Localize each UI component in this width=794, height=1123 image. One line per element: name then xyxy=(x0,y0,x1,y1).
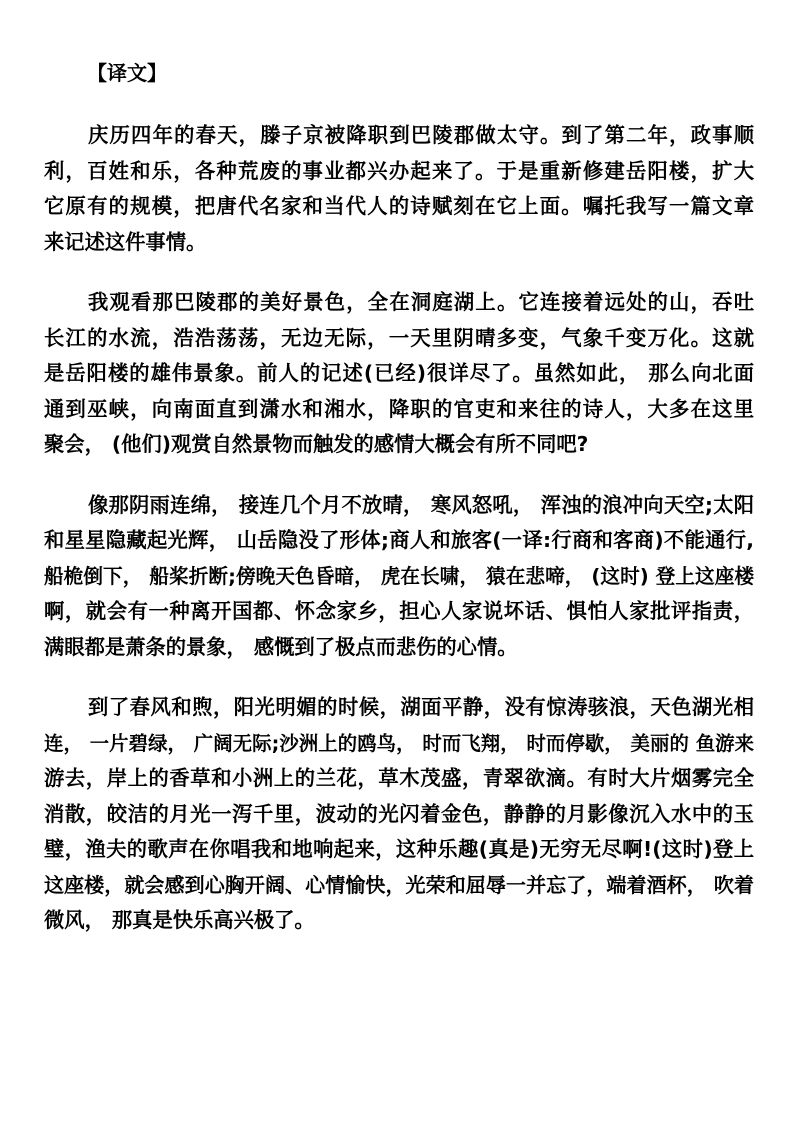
paragraph-3 xyxy=(44,488,754,666)
text-line: 游去，岸上的香草和小洲上的兰花，草木茂盛，青翠欲滴。有时大片烟雾完全 xyxy=(44,766,754,790)
text-line: 来记述这件事情。 xyxy=(44,229,207,254)
paragraph-1 xyxy=(44,118,754,260)
section-heading: 【译文】 xyxy=(87,61,167,85)
text-line: 消散，皎洁的月光一泻千里，波动的光闪着金色，静静的月影像沉入水中的玉 xyxy=(44,801,754,826)
text-line: 它原有的规模，把唐代名家和当代人的诗赋刻在它上面。嘱托我写一篇文章 xyxy=(44,194,754,218)
text-line: 庆历四年的春天，滕子京被降职到巴陵郡做太守。到了第二年，政事顺 xyxy=(88,123,754,147)
text-line: 像那阴雨连绵， 接连几个月不放晴， 寒风怒吼， 浑浊的浪冲向天空;太阳 xyxy=(88,492,754,517)
text-line: 满眼都是萧条的景象， 感慨到了极点而悲伤的心情。 xyxy=(44,634,518,659)
text-line: 是岳阳楼的雄伟景象。前人的记述(已经)很详尽了。虽然如此， 那么向北面 xyxy=(44,361,754,385)
text-line: 微风， 那真是快乐高兴极了。 xyxy=(44,908,315,932)
text-line: 连， 一片碧绿， 广阔无际;沙洲上的鸥鸟， 时而飞翔， 时而停歇， 美丽的 鱼游来 xyxy=(44,731,754,755)
text-line: 船桅倒下， 船桨折断;傍晚天色昏暗， 虎在长啸， 猿在悲啼， (这时) 登上这座楼 xyxy=(44,564,754,588)
paragraph-4 xyxy=(44,690,754,939)
text-line: 通到巫峡，向南面直到潇水和湘水，降职的官吏和来往的诗人，大多在这里 xyxy=(44,396,754,421)
text-line: 聚会， (他们)观赏自然景物而触发的感情大概会有所不同吧? xyxy=(44,432,589,456)
text-line: 啊，就会有一种离开国都、怀念家乡，担心人家说坏话、惧怕人家批评指责， xyxy=(44,599,754,623)
text-line: 到了春风和煦，阳光明媚的时候，湖面平静，没有惊涛骇浪，天色湖光相 xyxy=(88,695,754,719)
paragraph-2 xyxy=(44,285,754,463)
text-line: 我观看那巴陵郡的美好景色，全在洞庭湖上。它连接着远处的山，吞吐 xyxy=(88,290,754,314)
text-line: 这座楼，就会感到心胸开阔、心情愉快，光荣和屈辱一并忘了，端着酒杯， 吹着 xyxy=(44,872,754,897)
text-line: 长江的水流，浩浩荡荡，无边无际，一天里阴晴多变，气象千变万化。这就 xyxy=(44,325,754,350)
text-line: 和星星隐藏起光辉， 山岳隐没了形体;商人和旅客(一译:行商和客商)不能通行, xyxy=(44,528,754,552)
text-line: 利，百姓和乐，各种荒废的事业都兴办起来了。于是重新修建岳阳楼，扩大 xyxy=(44,158,754,183)
text-line: 璧，渔夫的歌声在你唱我和地响起来，这种乐趣(真是)无穷无尽啊!(这时)登上 xyxy=(44,837,754,861)
document-body xyxy=(44,58,754,964)
